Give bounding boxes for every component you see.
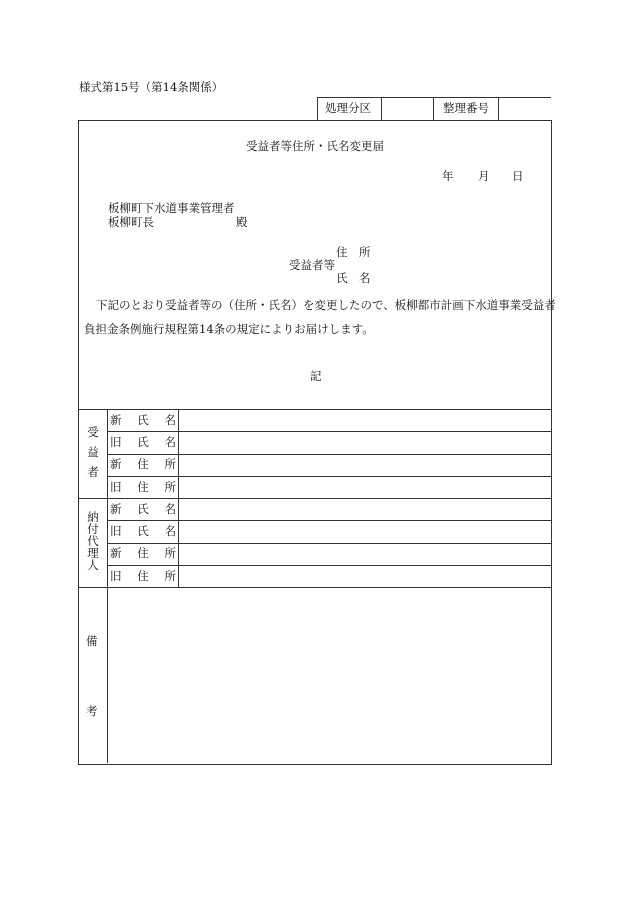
body-text-line1: 下記のとおり受益者等の（住所・氏名）を変更したので、板柳都市計画下水道事業受益者: [96, 298, 556, 312]
row-new-name-label: 新 氏 名: [110, 502, 176, 516]
vertical-char: 者: [87, 465, 99, 479]
recipient-honorific: 殿: [236, 215, 248, 229]
remarks-field[interactable]: [108, 588, 550, 763]
recipient-line2: 板柳町長: [108, 215, 154, 229]
row-new-name-label: 新 氏 名: [110, 413, 176, 427]
beneficiary-old-name-field[interactable]: [179, 432, 550, 453]
ki-label: 記: [310, 369, 322, 383]
beneficiary-new-name-field[interactable]: [179, 410, 550, 431]
vertical-char: 代: [87, 534, 99, 548]
date-year: 年: [442, 169, 454, 183]
section-beneficiary-label: [80, 427, 106, 487]
processing-area-label: 処理分区: [325, 101, 371, 115]
recipient-line1: 板柳町下水道事業管理者: [108, 201, 235, 215]
section-payment-agent-label: [80, 512, 106, 572]
remarks-label-2: 考: [86, 704, 98, 718]
vertical-char: 付: [87, 522, 99, 536]
remarks-label-1: 備: [86, 634, 98, 648]
vertical-char: 理: [87, 546, 99, 560]
vertical-char: 納: [87, 510, 99, 524]
applicant-label: 受益者等: [289, 258, 335, 272]
beneficiary-new-address-field[interactable]: [179, 455, 550, 476]
applicant-name-label: 氏 名: [336, 271, 371, 285]
row-new-address-label: 新 住 所: [110, 457, 176, 471]
serial-number-label: 整理番号: [443, 101, 489, 115]
row-old-address-label: 旧 住 所: [110, 480, 176, 494]
date-day: 日: [512, 169, 524, 183]
row-old-name-label: 旧 氏 名: [110, 524, 176, 538]
row-old-address-label: 旧 住 所: [110, 569, 176, 583]
agent-old-address-field[interactable]: [179, 566, 550, 587]
beneficiary-old-address-field[interactable]: [179, 477, 550, 498]
row-old-name-label: 旧 氏 名: [110, 435, 176, 449]
date-month: 月: [478, 169, 490, 183]
applicant-address-label: 住 所: [336, 245, 371, 259]
body-text-line2: 負担金条例施行規程第14条の規定によりお届けします。: [84, 322, 374, 336]
vertical-char: 益: [87, 445, 99, 459]
header-box-left: [317, 97, 318, 120]
vertical-char: 受: [87, 425, 99, 439]
form-number: 様式第15号（第14条関係）: [79, 80, 224, 94]
processing-area-field[interactable]: [382, 98, 433, 120]
serial-number-field[interactable]: [499, 98, 550, 120]
agent-old-name-field[interactable]: [179, 521, 550, 542]
header-divider: [433, 97, 434, 120]
form-title: 受益者等住所・氏名変更届: [246, 139, 384, 153]
vertical-char: 人: [87, 558, 99, 572]
agent-new-address-field[interactable]: [179, 544, 550, 565]
row-new-address-label: 新 住 所: [110, 546, 176, 560]
agent-new-name-field[interactable]: [179, 499, 550, 520]
